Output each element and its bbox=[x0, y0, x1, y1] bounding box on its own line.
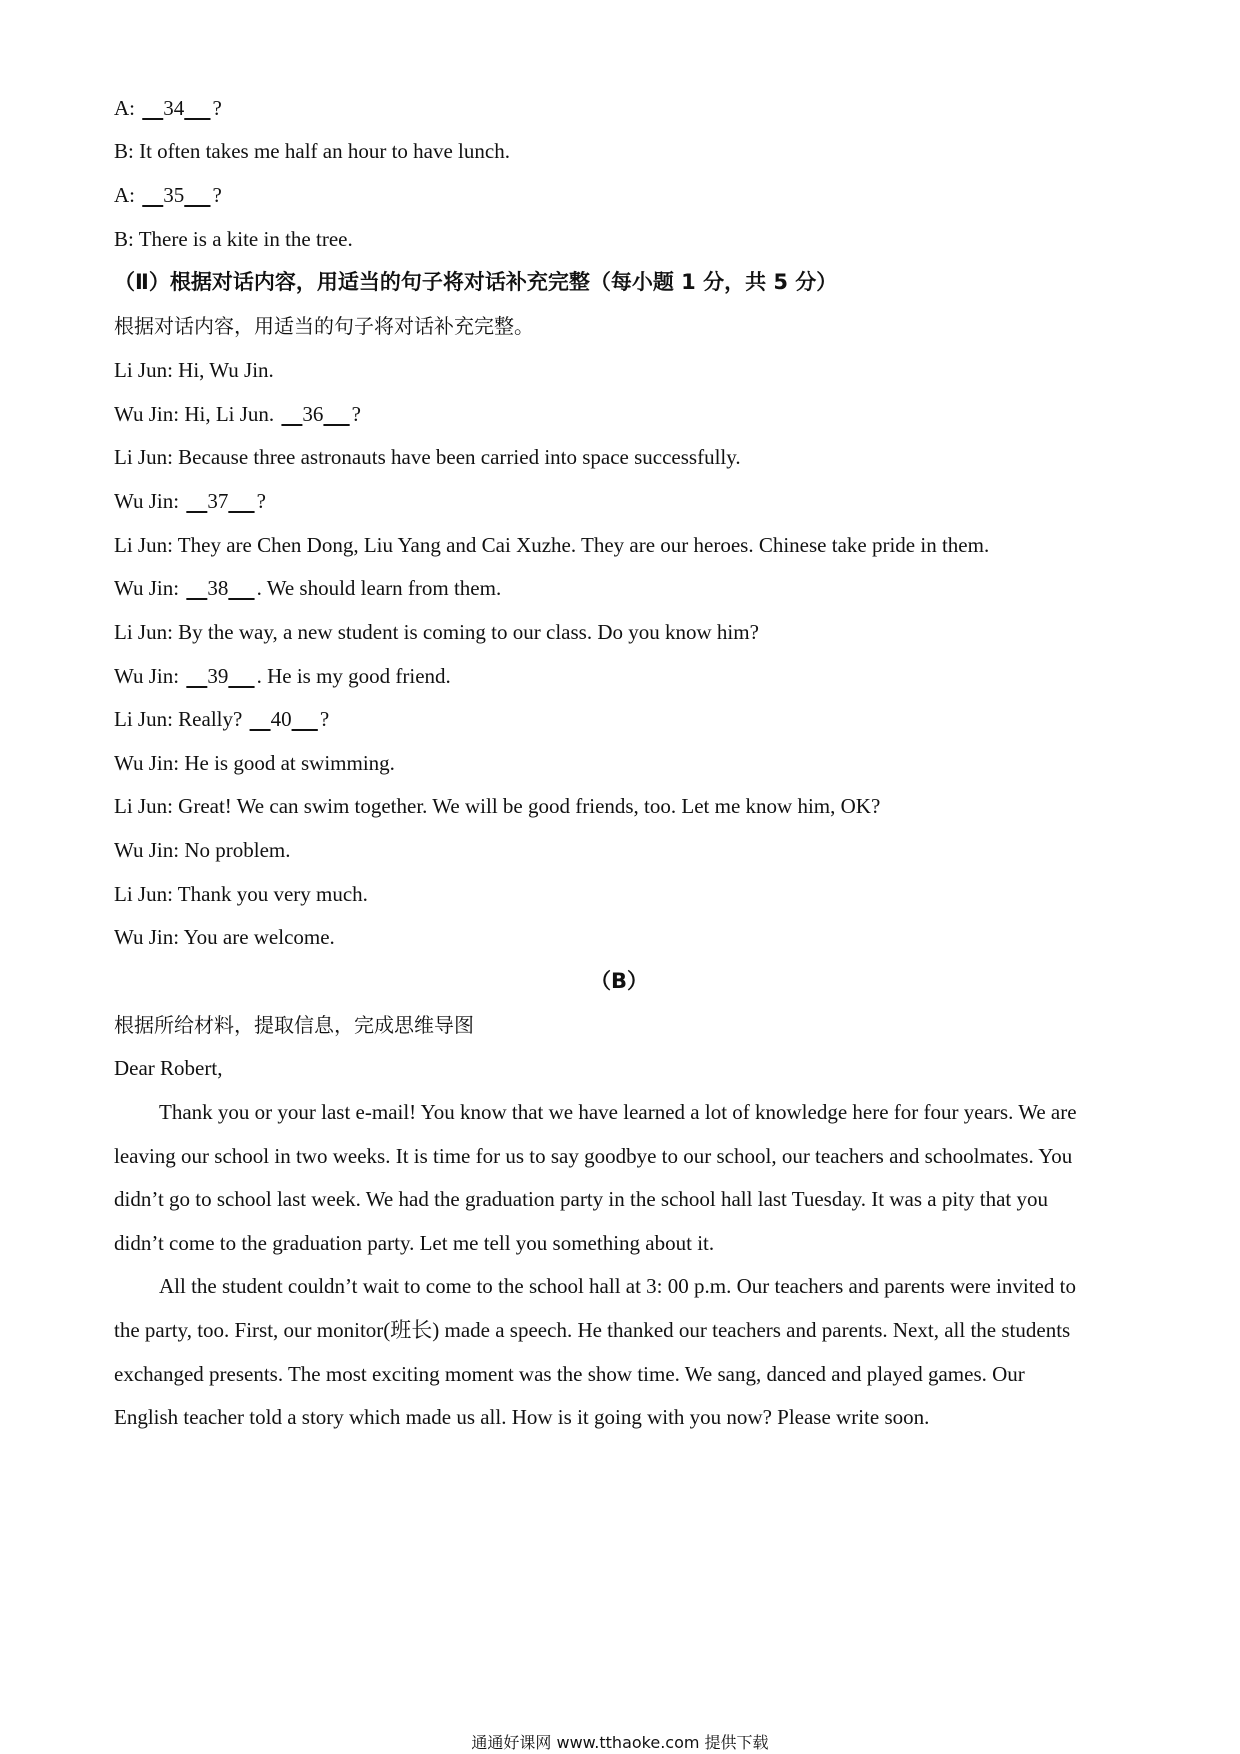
letter-paragraph-line: didn’t come to the graduation party. Let me tell you something about it. bbox=[114, 1231, 715, 1255]
answer-blank-38: 38 bbox=[207, 576, 229, 600]
dialogue-line-a34: A: 34 ? bbox=[114, 96, 222, 120]
letter-paragraph-line: the party, too. First, our monitor(班长) made a speech. He thanked our teachers and parents. Next, all the students bbox=[114, 1318, 1071, 1342]
letter-paragraph-line: leaving our school in two weeks. It is time for us to say goodbye to our school, our teachers and schoolmates. You bbox=[114, 1144, 1073, 1168]
page-footer: 通通好课网 www.tthaoke.com 提供下载 bbox=[471, 1733, 769, 1752]
dialogue-line: Wu Jin: No problem. bbox=[114, 838, 291, 862]
dialogue-line: Li Jun: They are Chen Dong, Liu Yang and Cai Xuzhe. They are our heroes. Chinese take pride in them. bbox=[114, 533, 990, 557]
letter-paragraph-line: English teacher told a story which made us all. How is it going with you now? Please write soon. bbox=[114, 1405, 930, 1429]
dialogue-line: Li Jun: Because three astronauts have been carried into space successfully. bbox=[114, 445, 741, 469]
dialogue-line: Li Jun: By the way, a new student is coming to our class. Do you know him? bbox=[114, 620, 759, 644]
section-heading: （Ⅱ）根据对话内容，用适当的句子将对话补充完整（每小题 1 分，共 5 分） bbox=[114, 270, 838, 294]
letter-greeting: Dear Robert, bbox=[114, 1056, 223, 1080]
answer-blank-35: 35 bbox=[163, 183, 185, 207]
dialogue-line: Wu Jin: 39 . He is my good friend. bbox=[114, 664, 451, 688]
dialogue-line: Wu Jin: He is good at swimming. bbox=[114, 751, 395, 775]
dialogue-line: Wu Jin: 38 . We should learn from them. bbox=[114, 576, 502, 600]
section-b-title: （B） bbox=[589, 969, 648, 993]
letter-paragraph-line: Thank you or your last e-mail! You know that we have learned a lot of knowledge here for four years. We are bbox=[159, 1100, 1077, 1124]
section-b-instruction: 根据所给材料，提取信息，完成思维导图 bbox=[114, 1013, 474, 1037]
dialogue-line-b1: B: It often takes me half an hour to have lunch. bbox=[114, 139, 510, 163]
dialogue-line: Wu Jin: 37 ? bbox=[114, 489, 266, 513]
letter-paragraph-line: didn’t go to school last week. We had the graduation party in the school hall last Tuesday. It was a pity that you bbox=[114, 1187, 1049, 1211]
answer-blank-36: 36 bbox=[302, 402, 324, 426]
answer-blank-40: 40 bbox=[270, 707, 292, 731]
dialogue-line-a35: A: 35 ? bbox=[114, 183, 222, 207]
dialogue-line: Wu Jin: Hi, Li Jun. 36 ? bbox=[114, 402, 361, 426]
section-instruction: 根据对话内容，用适当的句子将对话补充完整。 bbox=[114, 314, 534, 338]
dialogue-line: Li Jun: Really? 40 ? bbox=[114, 707, 330, 731]
dialogue-line: Li Jun: Thank you very much. bbox=[114, 882, 368, 906]
dialogue-line: Li Jun: Hi, Wu Jin. bbox=[114, 358, 274, 382]
letter-paragraph-line: All the student couldn’t wait to come to the school hall at 3: 00 p.m. Our teachers and parents were invited to bbox=[159, 1274, 1076, 1298]
dialogue-line: Li Jun: Great! We can swim together. We will be good friends, too. Let me know him, OK? bbox=[114, 794, 881, 818]
dialogue-line-b2: B: There is a kite in the tree. bbox=[114, 227, 353, 251]
answer-blank-34: 34 bbox=[163, 96, 185, 120]
answer-blank-37: 37 bbox=[207, 489, 229, 513]
answer-blank-39: 39 bbox=[207, 664, 229, 688]
dialogue-line: Wu Jin: You are welcome. bbox=[114, 925, 335, 949]
letter-paragraph-line: exchanged presents. The most exciting moment was the show time. We sang, danced and played games. Our bbox=[114, 1362, 1025, 1386]
speaker-label: A: bbox=[114, 96, 135, 120]
